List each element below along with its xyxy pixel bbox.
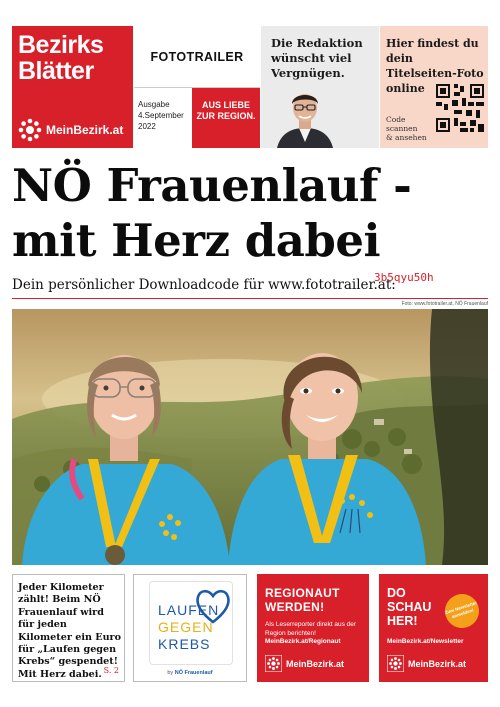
red-divider: [12, 298, 488, 299]
code-hint-line-2: scannen: [386, 124, 418, 133]
meinbezirk-gear-icon: [265, 655, 282, 672]
campaign-box[interactable]: [133, 574, 247, 682]
bezirksblaetter-logo[interactable]: [12, 26, 133, 148]
regionaut-title-line-2: WERDEN!: [265, 600, 325, 614]
runners-photo-illustration: [12, 309, 488, 565]
newsletter-title-line-2: SCHAU: [387, 600, 432, 614]
product-title: FOTOTRAILER: [134, 26, 260, 88]
cover-photo-text: Hier findest du dein Titelseiten-Foto online: [386, 37, 484, 95]
download-code-row: [12, 271, 488, 297]
code-hint: [386, 115, 427, 142]
newsletter-sticker: Zum Newsletter anmelden!: [441, 590, 484, 633]
campaign-by: by: [167, 670, 174, 676]
newsletter-title: [387, 586, 431, 628]
regionaut-brand: [265, 655, 344, 672]
regionaut-brand-label: MeinBezirk.at: [286, 658, 345, 669]
teaser-page-ref: S. 2: [103, 666, 119, 675]
meinbezirk-brand: [18, 118, 123, 142]
code-hint-line-3: & ansehen: [386, 133, 427, 142]
photo-credit: Foto: www.fototrailer.at, NÖ Frauenlauf: [401, 301, 488, 307]
issue-panel: [134, 26, 260, 148]
campaign-line-1: LAUFEN: [158, 602, 220, 618]
editorial-panel: [261, 26, 379, 148]
cover-photo-panel: [380, 26, 488, 148]
masthead: [12, 26, 488, 148]
regionaut-title: [265, 586, 340, 614]
newsletter-url[interactable]: MeinBezirk.at/Newsletter: [387, 638, 464, 645]
meinbezirk-label: MeinBezirk.at: [46, 123, 124, 137]
campaign-byline: [134, 670, 246, 676]
campaign-line-2: GEGEN: [158, 619, 214, 635]
meinbezirk-gear-icon: [387, 655, 404, 672]
cover-photo[interactable]: [12, 309, 488, 565]
newsletter-box[interactable]: [379, 574, 488, 682]
logo-line-1: Bezirks: [18, 31, 104, 59]
regionaut-title-line-1: REGIONAUT: [265, 586, 340, 600]
meinbezirk-gear-icon: [18, 118, 42, 142]
issue-date: 4.September 2022: [138, 111, 184, 131]
newsletter-title-line-3: HER!: [387, 614, 418, 628]
campaign-line-3: KREBS: [158, 636, 211, 652]
regionaut-subtitle: Als Leserreporter direkt aus der Region berichten!: [265, 621, 357, 637]
teaser-box[interactable]: [12, 574, 125, 682]
campaign-org: NÖ Frauenlauf: [174, 670, 213, 676]
issue-label: Ausgabe: [138, 100, 170, 109]
qr-code-icon[interactable]: [436, 84, 484, 132]
issue-info: [138, 99, 192, 132]
editor-portrait: [275, 86, 335, 148]
logo-line-2: Blätter: [18, 57, 94, 85]
newsletter-brand: [387, 655, 466, 672]
newsletter-brand-label: MeinBezirk.at: [408, 658, 467, 669]
region-badge: AUS LIEBE ZUR REGION.: [192, 88, 260, 148]
headline-line-2: mit Herz dabei: [12, 214, 381, 267]
editorial-text: Die Redaktion wünscht viel Vergnügen.: [271, 36, 363, 80]
regionaut-box[interactable]: [257, 574, 369, 682]
newsletter-title-line-1: DO: [387, 586, 406, 600]
headline-line-1: NÖ Frauenlauf -: [12, 159, 412, 212]
laufen-gegen-krebs-logo: [149, 581, 233, 665]
download-label: Dein persönlicher Downloadcode für www.fototrailer.at:: [12, 277, 396, 293]
main-headline: [12, 158, 492, 268]
regionaut-url[interactable]: MeinBezirk.at/Regionaut: [265, 638, 341, 645]
teaser-text: Jeder Kilometer zählt! Beim NÖ Frauenlauf wird für jeden Kilometer ein Euro für „Laufen gegen Krebs“ gespendet! Mit Herz dabei.: [18, 582, 122, 680]
download-code[interactable]: 3b5qyu50h: [374, 271, 434, 284]
code-hint-line-1: Code: [386, 115, 406, 124]
